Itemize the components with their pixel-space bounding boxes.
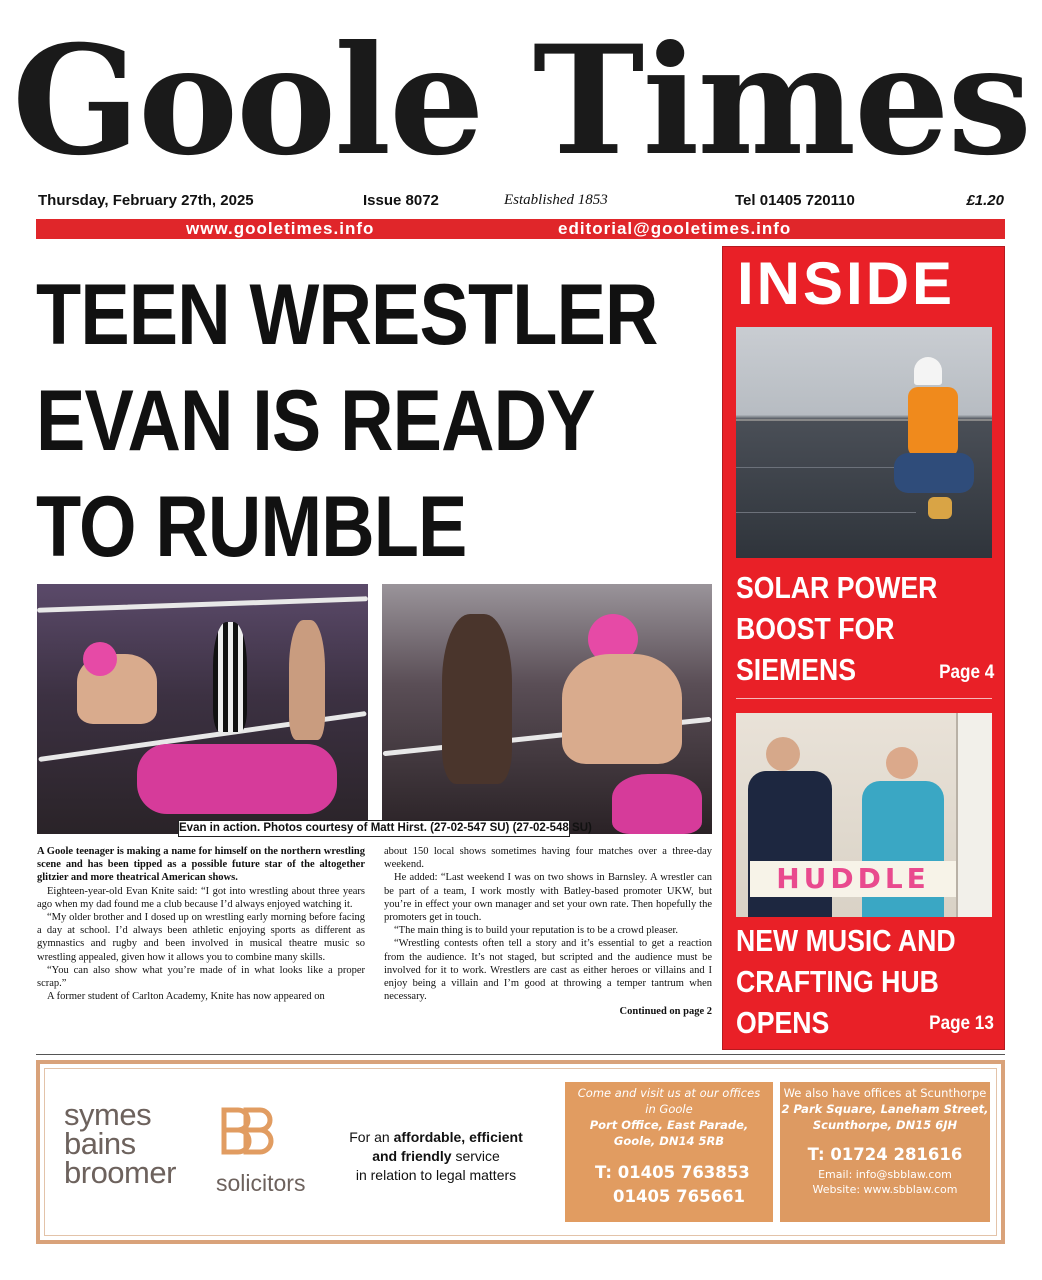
- story-2-headline[interactable]: [736, 920, 956, 1043]
- article-paragraph: Eighteen-year-old Evan Knite said: “I got into wrestling about three years ago when my dad found me a club because I’d always enjoyed watching it.: [37, 885, 365, 910]
- established-year: Established 1853: [504, 192, 608, 208]
- advert-email[interactable]: Email: info@sbblaw.com: [818, 1168, 952, 1181]
- dateline: [38, 192, 1004, 212]
- story-2-line-2: CRAFTING HUB: [736, 964, 939, 999]
- firm-solicitors-label: solicitors: [216, 1170, 306, 1196]
- goole-address-1: Port Office, East Parade,: [589, 1118, 749, 1132]
- inside-divider: [736, 698, 992, 699]
- advert-tagline: [336, 1128, 536, 1185]
- tagline-mid: service: [455, 1148, 500, 1164]
- tagline-bold-2: and friendly: [372, 1148, 452, 1164]
- article-paragraph: A former student of Carlton Academy, Knite has now appeared on: [47, 991, 325, 1003]
- article-paragraph: “My older brother and I dosed up on wrestling early morning before facing a day at school. I’d always been athletic enjoying sports as different as gymnastics and rugby and been involved in musical theatre music so wrestling appealed, given how it allows you to combine many skills.: [37, 912, 365, 963]
- story-2-line-3: OPENS: [736, 1005, 830, 1040]
- scunthorpe-office-intro: We also have offices at Scunthorpe 2 Park Square, Laneham Street, Scunthorpe, DN15 6JH: [781, 1086, 989, 1132]
- firm-name: [64, 1097, 176, 1190]
- scunthorpe-address-2: Scunthorpe, DN15 6JH: [812, 1118, 958, 1132]
- photo-caption: Evan in action. Photos courtesy of Matt Hirst. (27-02-547 SU) (27-02-548 SU): [178, 820, 570, 837]
- issue-date: Thursday, February 27th, 2025: [38, 192, 254, 209]
- huddle-sign: HUDDLE: [750, 861, 956, 897]
- article-paragraph: “You can also show what you’re made of in what looks like a proper scrap.”: [37, 964, 365, 990]
- huddle-opening-photo: [736, 713, 992, 917]
- contact-bar: [36, 219, 1005, 239]
- story-1-line-2: BOOST FOR: [736, 611, 895, 646]
- website-link[interactable]: www.gooletimes.info: [186, 219, 375, 238]
- headline-line-1: TEEN WRESTLER: [36, 267, 658, 363]
- article-paragraph: “The main thing is to build your reputation is to be a crowd pleaser.: [394, 925, 679, 937]
- email-link[interactable]: editorial@gooletimes.info: [558, 219, 792, 238]
- tagline-bold-1: affordable, efficient: [393, 1129, 523, 1145]
- scunthorpe-office-box: [780, 1082, 990, 1222]
- article-paragraph: A Goole teenager is making a name for himself on the northern wrestling scene and has been tipped as a possible future star of the altogether glitzier and more theatrical American shows.: [37, 846, 365, 884]
- issue-number: Issue 8072: [363, 192, 439, 209]
- story-1-line-1: SOLAR POWER: [736, 570, 938, 605]
- story-1-page[interactable]: Page 4: [938, 662, 994, 683]
- firm-name-line-3: broomer: [64, 1155, 176, 1190]
- goole-telephone[interactable]: T: 01405 763853 01405 765661: [595, 1163, 750, 1206]
- firm-logo-icon: [218, 1106, 274, 1156]
- story-1-headline[interactable]: [736, 567, 937, 690]
- article-paragraph: He added: “Last weekend I was on two shows in Barnsley. A wrestler can be part of a team, I work mostly with Batley-based promoter UKW, but you’re in effect your own manager and set your own rate. Then hopefully the promoters get in touch.: [384, 872, 712, 924]
- wrestling-photo-2: [382, 584, 712, 834]
- story-1-line-3: SIEMENS: [736, 652, 856, 687]
- advert-website[interactable]: Website: www.sbblaw.com: [812, 1183, 958, 1196]
- telephone: Tel 01405 720110: [735, 192, 855, 209]
- headline-line-2: EVAN IS READY: [36, 373, 595, 469]
- goole-office-intro: Come and visit us at our offices in Goole Port Office, East Parade, Goole, DN14 5RB: [565, 1085, 773, 1149]
- headline-line-3: TO RUMBLE: [36, 479, 467, 575]
- main-headline: [36, 262, 658, 580]
- firm-name-line-1: symes: [64, 1097, 152, 1132]
- story-2-line-1: NEW MUSIC AND: [736, 923, 956, 958]
- masthead-title: Goole Times: [11, 13, 1031, 189]
- scunthorpe-address-1: 2 Park Square, Laneham Street,: [781, 1102, 989, 1116]
- footer-divider: [36, 1054, 1005, 1055]
- article-column-2: [384, 845, 712, 1019]
- inside-panel: [722, 246, 1005, 1050]
- tagline-end: in relation to legal matters: [355, 1167, 517, 1183]
- solicitors-advert: [36, 1060, 1005, 1244]
- solar-panel-photo: [736, 327, 992, 558]
- scunthorpe-telephone[interactable]: T: 01724 281616: [807, 1145, 963, 1164]
- inside-title: INSIDE: [737, 250, 956, 317]
- goole-office-box: [565, 1082, 773, 1222]
- article-paragraph: “Wrestling contests often tell a story and it’s essential to get a reaction from the audience. It’s not staged, but scripted and the audience must be involved for it to work. Wrestlers are cast as either heroes or villains and I enjoy being a villain and I’m good at throwing a temper tantrum when necessary.: [384, 938, 712, 1003]
- firm-name-line-2: bains: [64, 1126, 136, 1161]
- goole-address-2: Goole, DN14 5RB: [613, 1134, 725, 1148]
- continued-link[interactable]: Continued on page 2: [619, 1006, 712, 1018]
- article-column-1: [37, 845, 365, 1003]
- tagline-pre: For an: [349, 1129, 390, 1145]
- story-2-page[interactable]: Page 13: [929, 1013, 994, 1034]
- wrestling-photo-1: [37, 584, 368, 834]
- cover-price: £1.20: [966, 192, 1004, 209]
- article-paragraph: about 150 local shows sometimes having four matches over a three-day weekend.: [384, 846, 712, 871]
